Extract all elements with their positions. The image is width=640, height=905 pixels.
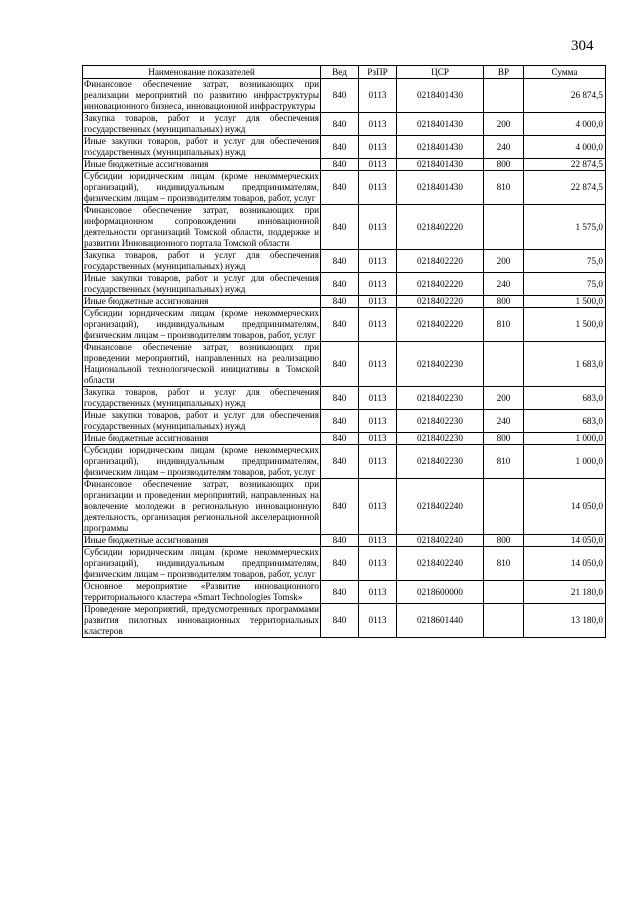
row-csr: 0218402230 — [397, 342, 484, 387]
row-csr: 0218402240 — [397, 479, 484, 535]
row-name: Финансовое обеспечение затрат, возникающих при реализации мероприятий по развитию инфраструктуры инновационного бизнеса, инновационной инфраструктуры — [84, 79, 319, 111]
row-ved: 840 — [321, 171, 359, 205]
row-amount: 683,0 — [524, 387, 606, 410]
row-name: Иные закупки товаров, работ и услуг для обеспечения государственных (муниципальных) нужд — [84, 410, 319, 431]
table-row — [83, 296, 606, 308]
row-ved: 840 — [321, 159, 359, 171]
table-row — [83, 410, 606, 433]
row-rzpr: 0113 — [359, 445, 397, 479]
row-vr: 800 — [484, 296, 524, 308]
row-csr: 0218402220 — [397, 308, 484, 342]
header-amount: Сумма — [524, 66, 606, 79]
row-amount: 14 050,0 — [524, 547, 606, 581]
row-csr: 0218402220 — [397, 205, 484, 250]
row-rzpr: 0113 — [359, 113, 397, 136]
row-name: Иные бюджетные ассигнования — [83, 433, 321, 445]
table-row — [83, 535, 606, 547]
row-csr: 0218402240 — [397, 535, 484, 547]
row-ved: 840 — [321, 342, 359, 387]
table-row — [83, 273, 606, 296]
table-row — [83, 547, 606, 581]
row-ved: 840 — [321, 433, 359, 445]
row-csr: 0218402220 — [397, 273, 484, 296]
row-rzpr: 0113 — [359, 410, 397, 433]
row-name: Иные закупки товаров, работ и услуг для обеспечения государственных (муниципальных) нужд — [84, 273, 319, 294]
row-amount: 1 000,0 — [524, 433, 606, 445]
row-vr — [484, 79, 524, 113]
header-rzpr: РзПР — [359, 66, 397, 79]
row-vr: 810 — [484, 308, 524, 342]
row-name: Иные бюджетные ассигнования — [83, 296, 321, 308]
header-vr: ВР — [484, 66, 524, 79]
row-rzpr: 0113 — [359, 547, 397, 581]
row-rzpr: 0113 — [359, 296, 397, 308]
row-name: Закупка товаров, работ и услуг для обеспечения государственных (муниципальных) нужд — [84, 250, 319, 271]
table-header-row — [83, 66, 606, 79]
header-ved: Вед — [321, 66, 359, 79]
table-row — [83, 433, 606, 445]
row-amount: 75,0 — [524, 273, 606, 296]
row-amount: 14 050,0 — [524, 535, 606, 547]
row-vr: 240 — [484, 136, 524, 159]
table-row — [83, 479, 606, 535]
row-vr: 200 — [484, 113, 524, 136]
row-ved: 840 — [321, 479, 359, 535]
row-csr: 0218401430 — [397, 136, 484, 159]
row-name: Финансовое обеспечение затрат, возникающих при организации и проведении мероприятий, направленных на вовлечение молодежи в региональную инновационную деятельность, организация региональной акселерационной программы — [84, 479, 319, 533]
table-row — [83, 581, 606, 604]
header-name: Наименование показателей — [83, 66, 321, 79]
row-amount: 1 500,0 — [524, 296, 606, 308]
row-rzpr: 0113 — [359, 205, 397, 250]
row-vr — [484, 205, 524, 250]
row-vr — [484, 479, 524, 535]
row-rzpr: 0113 — [359, 308, 397, 342]
row-csr: 0218401430 — [397, 79, 484, 113]
table-row — [83, 159, 606, 171]
row-rzpr: 0113 — [359, 433, 397, 445]
row-amount: 4 000,0 — [524, 113, 606, 136]
row-vr: 800 — [484, 535, 524, 547]
row-ved: 840 — [321, 296, 359, 308]
row-csr: 0218402220 — [397, 250, 484, 273]
table-row — [83, 205, 606, 250]
row-name: Иные закупки товаров, работ и услуг для обеспечения государственных (муниципальных) нужд — [84, 136, 319, 157]
row-rzpr: 0113 — [359, 581, 397, 604]
row-ved: 840 — [321, 604, 359, 638]
row-name: Проведение мероприятий, предусмотренных программами развития пилотных инновационных территориальных кластеров — [84, 604, 319, 636]
row-name: Основное мероприятие «Развитие инновационного территориального кластера «Smart Technologies Tomsk» — [84, 581, 319, 602]
row-vr: 240 — [484, 273, 524, 296]
row-vr: 800 — [484, 159, 524, 171]
row-ved: 840 — [321, 250, 359, 273]
table-row — [83, 445, 606, 479]
row-rzpr: 0113 — [359, 342, 397, 387]
row-vr: 800 — [484, 433, 524, 445]
table-row — [83, 342, 606, 387]
row-name: Субсидии юридическим лицам (кроме некоммерческих организаций), индивидуальным предпринимателям, физическим лицам – производителям товаров, работ, услуг — [84, 171, 319, 203]
row-ved: 840 — [321, 205, 359, 250]
row-csr: 0218401430 — [397, 171, 484, 205]
row-vr — [484, 342, 524, 387]
row-csr: 0218600000 — [397, 581, 484, 604]
row-ved: 840 — [321, 273, 359, 296]
row-rzpr: 0113 — [359, 479, 397, 535]
row-ved: 840 — [321, 113, 359, 136]
row-rzpr: 0113 — [359, 387, 397, 410]
row-name: Финансовое обеспечение затрат, возникающих при информационном сопровождении инновационной деятельности организаций Томской области, поддержке и развитии Инновационного портала Томской области — [84, 205, 319, 248]
header-csr: ЦСР — [397, 66, 484, 79]
table-row — [83, 136, 606, 159]
page-number: 304 — [571, 38, 594, 54]
row-csr: 0218401430 — [397, 159, 484, 171]
row-vr: 810 — [484, 171, 524, 205]
row-ved: 840 — [321, 547, 359, 581]
row-rzpr: 0113 — [359, 79, 397, 113]
row-ved: 840 — [321, 136, 359, 159]
row-name: Субсидии юридическим лицам (кроме некоммерческих организаций), индивидуальным предпринимателям, физическим лицам – производителям товаров, работ, услуг — [84, 547, 319, 579]
row-name: Финансовое обеспечение затрат, возникающих при проведении мероприятий, направленных на реализацию Национальной технологической инициативы в Томской области — [84, 342, 319, 385]
row-csr: 0218601440 — [397, 604, 484, 638]
row-amount: 4 000,0 — [524, 136, 606, 159]
row-rzpr: 0113 — [359, 535, 397, 547]
row-name: Субсидии юридическим лицам (кроме некоммерческих организаций), индивидуальным предпринимателям, физическим лицам – производителям товаров, работ, услуг — [84, 445, 319, 477]
row-rzpr: 0113 — [359, 159, 397, 171]
row-vr — [484, 581, 524, 604]
row-amount: 26 874,5 — [524, 79, 606, 113]
row-csr: 0218402240 — [397, 547, 484, 581]
row-csr: 0218402220 — [397, 296, 484, 308]
row-ved: 840 — [321, 410, 359, 433]
row-amount: 22 874,5 — [524, 159, 606, 171]
row-ved: 840 — [321, 445, 359, 479]
row-vr: 810 — [484, 547, 524, 581]
row-amount: 683,0 — [524, 410, 606, 433]
row-ved: 840 — [321, 581, 359, 604]
row-name: Субсидии юридическим лицам (кроме некоммерческих организаций), индивидуальным предпринимателям, физическим лицам – производителям товаров, работ, услуг — [84, 308, 319, 340]
row-csr: 0218402230 — [397, 445, 484, 479]
budget-table — [82, 65, 606, 638]
row-amount: 75,0 — [524, 250, 606, 273]
row-vr: 200 — [484, 387, 524, 410]
table-row — [83, 171, 606, 205]
row-amount: 22 874,5 — [524, 171, 606, 205]
row-amount: 1 000,0 — [524, 445, 606, 479]
row-name: Иные бюджетные ассигнования — [83, 159, 321, 171]
row-rzpr: 0113 — [359, 171, 397, 205]
table-row — [83, 604, 606, 638]
table-row — [83, 308, 606, 342]
row-amount: 1 500,0 — [524, 308, 606, 342]
table-row — [83, 250, 606, 273]
row-rzpr: 0113 — [359, 136, 397, 159]
row-csr: 0218402230 — [397, 433, 484, 445]
row-csr: 0218401430 — [397, 113, 484, 136]
table-row — [83, 79, 606, 113]
row-csr: 0218402230 — [397, 387, 484, 410]
row-ved: 840 — [321, 79, 359, 113]
table-row — [83, 113, 606, 136]
row-amount: 1 683,0 — [524, 342, 606, 387]
row-amount: 14 050,0 — [524, 479, 606, 535]
row-vr: 200 — [484, 250, 524, 273]
table-row — [83, 387, 606, 410]
row-name: Закупка товаров, работ и услуг для обеспечения государственных (муниципальных) нужд — [84, 113, 319, 134]
row-rzpr: 0113 — [359, 604, 397, 638]
row-name: Иные бюджетные ассигнования — [83, 535, 321, 547]
row-rzpr: 0113 — [359, 273, 397, 296]
row-amount: 21 180,0 — [524, 581, 606, 604]
row-amount: 13 180,0 — [524, 604, 606, 638]
row-ved: 840 — [321, 535, 359, 547]
row-rzpr: 0113 — [359, 250, 397, 273]
row-name: Закупка товаров, работ и услуг для обеспечения государственных (муниципальных) нужд — [84, 387, 319, 408]
row-amount: 1 575,0 — [524, 205, 606, 250]
row-vr: 240 — [484, 410, 524, 433]
row-vr: 810 — [484, 445, 524, 479]
row-ved: 840 — [321, 308, 359, 342]
row-vr — [484, 604, 524, 638]
row-ved: 840 — [321, 387, 359, 410]
row-csr: 0218402230 — [397, 410, 484, 433]
